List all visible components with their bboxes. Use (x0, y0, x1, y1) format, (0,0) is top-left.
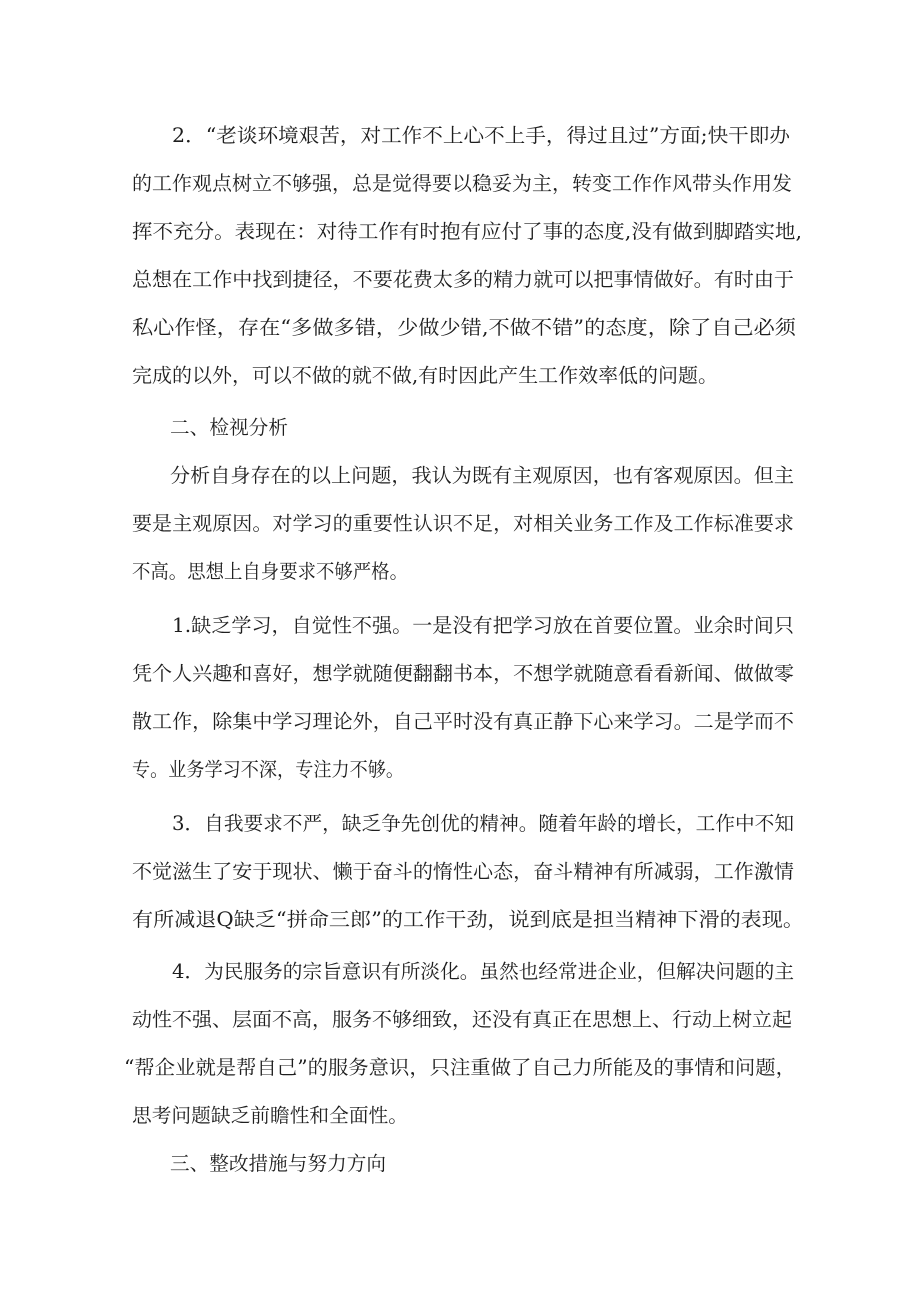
section-heading (0, 408, 920, 448)
section-heading (0, 1144, 920, 1184)
text-line-content: 分析自身存在的以上问题，我认为既有主观原因，也有客观原因。但主 (170, 464, 794, 487)
text-line-content: 完成的以外，可以不做的就不做,有时因此产生工作效率低的问题。 (132, 364, 718, 387)
text-line-content: 1.缺乏学习，自觉性不强。一是没有把学习放在首要位置。业余时间只 (172, 614, 794, 637)
text-line-content: 挥不充分。表现在：对待工作有时抱有应付了事的态度,没有做到脚踏实地, (132, 220, 802, 243)
text-line (0, 260, 920, 300)
text-line (0, 212, 920, 252)
text-line-content: “帮企业就是帮自己”的服务意识，只注重做了自己力所能及的事情和问题， (124, 1056, 796, 1079)
text-line (0, 356, 920, 396)
text-line (0, 116, 920, 156)
text-line-content: 4．为民服务的宗旨意识有所淡化。虽然也经常进企业，但解决问题的主 (172, 960, 794, 983)
text-line-content: 思考问题缺乏前瞻性和全面性。 (132, 1104, 408, 1127)
text-line (0, 164, 920, 204)
text-line-content: 散工作，除集中学习理论外，自己平时没有真正静下心来学习。二是学而不 (132, 710, 794, 733)
text-line-content: 不觉滋生了安于现状、懒于奋斗的惰性心态，奋斗精神有所减弱，工作激情 (132, 860, 794, 883)
text-line (0, 900, 920, 940)
text-line (0, 552, 920, 592)
text-line-content: 三、整改措施与努力方向 (170, 1152, 386, 1175)
text-line-content: 凭个人兴趣和喜好，想学就随便翻翻书本，不想学就随意看看新闻、做做零 (132, 662, 794, 685)
text-line (0, 456, 920, 496)
text-line (0, 852, 920, 892)
text-line (0, 606, 920, 646)
text-line (0, 804, 920, 844)
text-line (0, 1096, 920, 1136)
text-line-content: 有所减退Q缺乏“拼命三郎”的工作干劲，说到底是担当精神下滑的表现。 (132, 908, 804, 931)
text-line-content: 不高。思想上自身要求不够严格。 (132, 560, 408, 583)
text-line-content: 动性不强、层面不高，服务不够细致，还没有真正在思想上、行动上树立起 (132, 1008, 792, 1031)
text-line (0, 1048, 920, 1088)
text-line (0, 1000, 920, 1040)
text-line (0, 308, 920, 348)
text-line-content: 要是主观原因。对学习的重要性认识不足，对相关业务工作及工作标准要求 (132, 512, 794, 535)
text-line (0, 654, 920, 694)
text-line-content: 私心作怪，存在“多做多错，少做少错,不做不错”的态度，除了自己必须 (132, 316, 796, 339)
text-line-content: 专。业务学习不深，专注力不够。 (132, 758, 404, 781)
text-line (0, 504, 920, 544)
text-line-content: 2．“老谈环境艰苦，对工作不上心不上手，得过且过”方面;快干即办 (172, 124, 790, 147)
text-line-content: 3．自我要求不严，缺乏争先创优的精神。随着年龄的增长，工作中不知 (172, 812, 794, 835)
text-line-content: 二、检视分析 (170, 416, 288, 439)
text-line-content: 总想在工作中找到捷径，不要花费太多的精力就可以把事情做好。有时由于 (132, 268, 794, 291)
text-line (0, 702, 920, 742)
text-line (0, 750, 920, 790)
text-line (0, 952, 920, 992)
text-line-content: 的工作观点树立不够强，总是觉得要以稳妥为主，转变工作作风带头作用发 (132, 172, 792, 195)
